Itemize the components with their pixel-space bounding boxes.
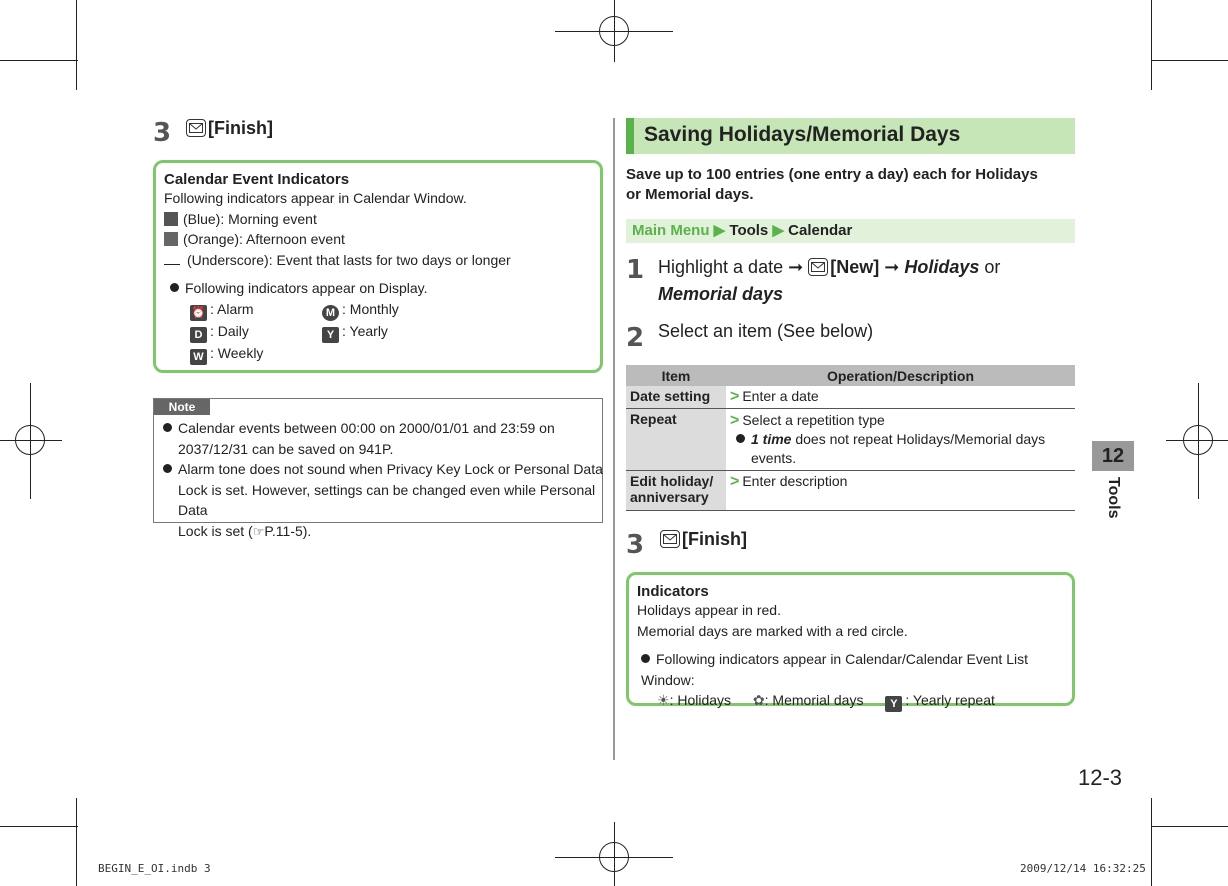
indicator-row-1: ⏰ : Alarm M : Monthly xyxy=(191,300,399,319)
table-header: Item Operation/Description xyxy=(626,365,1075,386)
finish-label: [Finish] xyxy=(682,529,747,549)
arrow-right-icon: ➞ xyxy=(884,257,900,277)
holiday-indicator-row: ☀: Holidays ✿: Memorial days Y : Yearly repeat xyxy=(657,692,995,710)
chevron-icon: > xyxy=(730,473,740,490)
arrow-icon: ▶ xyxy=(713,222,726,239)
bullet-icon xyxy=(641,654,650,663)
orange-square-icon xyxy=(164,232,178,246)
step-number: 3 xyxy=(153,118,172,148)
step-number: 3 xyxy=(626,530,645,560)
settings-table xyxy=(626,365,1075,511)
holiday-indicators-box: Indicators Holidays appear in red. Memorial days are marked with a red circle. Following indicators appear in Calendar/Calendar Event List Window: ☀: Holidays ✿: Memorial days Y : Yearly repeat xyxy=(626,572,1075,706)
weekly-icon: W xyxy=(190,349,207,365)
step-1-text: Highlight a date ➞ [New] ➞ Holidays or Memorial days xyxy=(658,257,1001,304)
indicator-intro: Following indicators appear in Calendar/Calendar Event List Window: xyxy=(641,651,1028,688)
step-2-text: Select an item (See below) xyxy=(658,321,874,341)
orange-indicator-row: (Orange): Afternoon event xyxy=(164,229,592,250)
page-number: 12-3 xyxy=(1078,765,1123,790)
underscore-icon xyxy=(164,264,180,265)
indicator-row-2: D : Daily Y : Yearly xyxy=(164,321,592,343)
chevron-icon: > xyxy=(730,388,740,405)
note-item-1: Calendar events between 00:00 on 2000/01/01 and 23:59 on 2037/12/31 can be saved on 941P. xyxy=(163,418,601,459)
bullet-icon xyxy=(170,283,179,292)
mail-key-icon xyxy=(186,119,206,137)
box-title: Indicators xyxy=(637,583,709,600)
monthly-icon: M xyxy=(322,305,339,321)
underscore-indicator-row: (Underscore): Event that lasts for two days or longer xyxy=(164,250,592,271)
memorial-icon: ✿ xyxy=(752,692,765,708)
mail-key-icon xyxy=(808,258,828,276)
table-row: Date setting > Enter a date xyxy=(626,386,1075,409)
holiday-sun-icon: ☀ xyxy=(657,692,670,708)
chapter-tab[interactable]: 12 xyxy=(1092,441,1134,471)
table-row: Repeat > Select a repetition type 1 time does not repeat Holidays/Memorial days events. xyxy=(626,409,1075,471)
note-label: Note xyxy=(154,399,210,415)
display-intro: Following indicators appear on Display. xyxy=(164,278,592,299)
box-title: Calendar Event Indicators xyxy=(164,171,350,188)
step-finish xyxy=(660,529,747,550)
mail-key-icon xyxy=(660,530,680,548)
column-divider xyxy=(613,118,615,760)
finish-label: [Finish] xyxy=(208,118,273,138)
menu-calendar: Calendar xyxy=(788,222,853,239)
page-reference-link[interactable]: P.11-5). xyxy=(264,522,312,539)
daily-icon: D xyxy=(190,327,207,343)
calendar-indicators-box xyxy=(153,160,603,373)
step-finish xyxy=(186,118,273,139)
alarm-icon: ⏰ xyxy=(191,306,206,319)
bullet-icon xyxy=(163,464,172,473)
bullet-icon xyxy=(163,423,172,432)
chapter-label: Tools xyxy=(1105,477,1122,519)
arrow-right-icon: ➞ xyxy=(788,257,804,277)
box-intro: Following indicators appear in Calendar Window. xyxy=(164,190,467,206)
footer-timestamp: 2009/12/14 16:32:25 xyxy=(1020,862,1146,875)
footer-file: BEGIN_E_OI.indb 3 xyxy=(98,862,211,875)
step-number: 2 xyxy=(626,323,645,353)
section-intro: Save up to 100 entries (one entry a day) each for Holidays or Memorial days. xyxy=(626,166,1038,203)
yearly-icon: Y xyxy=(322,327,339,343)
step-number: 1 xyxy=(626,255,645,285)
chevron-icon: > xyxy=(730,412,740,429)
menu-main: Main Menu xyxy=(632,222,710,239)
arrow-icon: ▶ xyxy=(772,222,784,239)
menu-tools: Tools xyxy=(729,222,769,239)
page-reference-icon: ☞ xyxy=(252,523,265,539)
menu-path xyxy=(626,219,1075,243)
bullet-icon xyxy=(736,434,745,443)
yearly-repeat-icon: Y xyxy=(885,696,902,712)
blue-indicator-row: (Blue): Morning event xyxy=(164,209,592,230)
note-item-2: Alarm tone does not sound when Privacy Key Lock or Personal Data Lock is set. However, settings can be changed even while Personal Data Lock is set (☞P.11-5). xyxy=(163,459,603,542)
indicator-row-3: W : Weekly xyxy=(164,343,592,365)
table-row: Edit holiday/ anniversary > Enter description xyxy=(626,471,1075,511)
section-header: Saving Holidays/Memorial Days xyxy=(626,118,1075,154)
blue-square-icon xyxy=(164,212,178,226)
